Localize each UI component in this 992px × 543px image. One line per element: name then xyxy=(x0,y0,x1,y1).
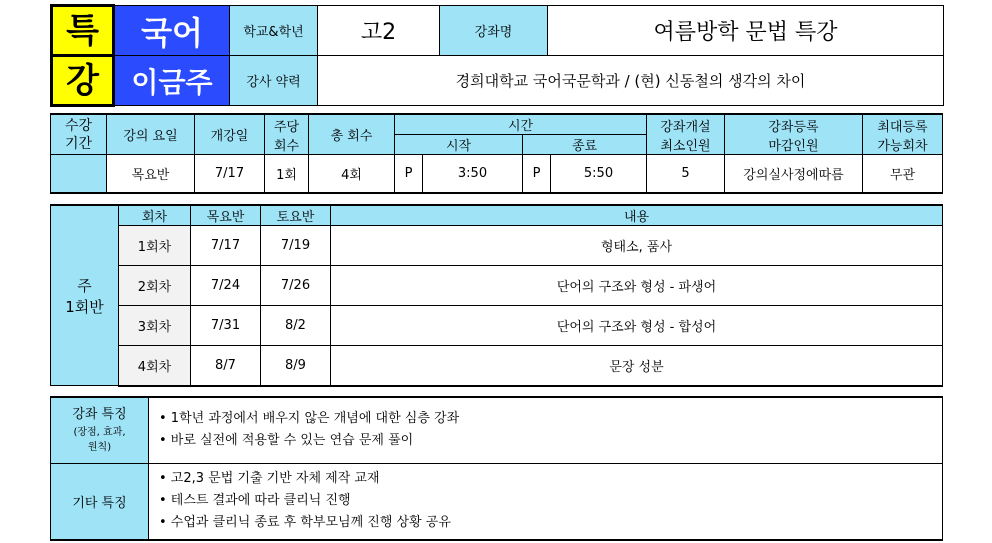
header-max-line1: 최대등록 xyxy=(877,119,928,135)
bio-value: 경희대학교 국어국문학과 / (현) 신동철의 생각의 차이 xyxy=(318,56,944,106)
table-row xyxy=(51,306,943,346)
sessions-header-sat: 토요반 xyxy=(261,205,331,226)
badge-bottom-text: 강 xyxy=(66,60,99,101)
session-thu: 7/24 xyxy=(191,266,261,306)
session-round: 1회차 xyxy=(119,226,191,266)
session-content: 단어의 구조와 형성 - 파생어 xyxy=(331,266,943,306)
session-content: 문장 성분 xyxy=(331,346,943,386)
course-name-value: 여름방학 문법 특강 xyxy=(548,6,944,56)
sessions-side-label xyxy=(51,205,119,386)
badge-top-text: 특 xyxy=(66,10,99,51)
value-max: 무관 xyxy=(863,155,943,193)
header-time: 시간 xyxy=(395,114,647,135)
course-features-sublabel: (장점, 효과, 원칙) xyxy=(73,427,126,454)
teacher-cell: 이금주 xyxy=(114,56,230,106)
badge-top xyxy=(52,6,114,56)
sessions-header-round: 회차 xyxy=(119,205,191,226)
header-max xyxy=(863,114,943,155)
session-thu: 7/31 xyxy=(191,306,261,346)
table-row xyxy=(51,226,943,266)
header-weekly xyxy=(265,114,309,155)
list-item: • 테스트 결과에 따라 클리닉 진행 xyxy=(159,493,351,509)
session-content: 형태소, 품사 xyxy=(331,226,943,266)
session-sat: 8/9 xyxy=(261,346,331,386)
value-start-time: 3:50 xyxy=(423,155,523,193)
subject-cell: 국어 xyxy=(114,6,230,56)
header-min xyxy=(647,114,725,155)
header-time-end: 종료 xyxy=(523,135,647,155)
header-min-line2: 최소인원 xyxy=(660,138,711,154)
features-table xyxy=(50,396,943,541)
table-row xyxy=(51,346,943,386)
value-total: 4회 xyxy=(309,155,395,193)
header-min-line1: 강좌개설 xyxy=(660,119,711,135)
session-thu: 8/7 xyxy=(191,346,261,386)
list-item: • 바로 실전에 적용할 수 있는 연습 문제 풀이 xyxy=(159,433,414,449)
table-row xyxy=(51,266,943,306)
header-weekly-line1: 주당 xyxy=(273,119,300,135)
header-max-line2: 가능회차 xyxy=(877,138,928,154)
sessions-side-line2: 1회반 xyxy=(65,297,104,316)
sessions-table xyxy=(50,204,943,387)
list-item: • 1학년 과정에서 배우지 않은 개념에 대한 심층 강좌 xyxy=(159,411,460,427)
session-round: 2회차 xyxy=(119,266,191,306)
value-deadline: 강의실사정에따름 xyxy=(725,155,863,193)
header-table xyxy=(50,4,944,107)
header-time-start: 시작 xyxy=(395,135,523,155)
session-sat: 7/19 xyxy=(261,226,331,266)
header-start-date: 개강일 xyxy=(195,114,265,155)
header-deadline-line1: 강좌등록 xyxy=(768,119,819,135)
value-start-ampm: P xyxy=(395,155,423,193)
sessions-side-line1: 주 xyxy=(77,276,92,295)
value-start-date: 7/17 xyxy=(195,155,265,193)
sessions-header-thu: 목요반 xyxy=(191,205,261,226)
schedule-info-table xyxy=(50,113,943,194)
period-label-filler xyxy=(51,155,107,193)
course-features-label-text: 강좌 특징 xyxy=(72,407,127,423)
header-total: 총 회수 xyxy=(309,114,395,155)
list-item: • 고2,3 문법 기출 기반 자체 제작 교재 xyxy=(159,471,380,487)
session-sat: 8/2 xyxy=(261,306,331,346)
header-weekly-line2: 회수 xyxy=(273,138,300,154)
header-deadline-line2: 마감인원 xyxy=(768,138,819,154)
other-features-list xyxy=(149,463,943,540)
other-features-label: 기타 특징 xyxy=(51,463,149,540)
value-day: 목요반 xyxy=(107,155,195,193)
header-deadline xyxy=(725,114,863,155)
course-features-list xyxy=(149,397,943,463)
value-end-ampm: P xyxy=(523,155,551,193)
list-item: • 수업과 클리닉 종료 후 학부모님께 진행 상황 공유 xyxy=(159,515,451,531)
session-round: 4회차 xyxy=(119,346,191,386)
school-grade-value: 고2 xyxy=(318,6,440,56)
sessions-header-content: 내용 xyxy=(331,205,943,226)
course-features-label xyxy=(51,397,149,463)
school-grade-label: 학교&학년 xyxy=(230,6,318,56)
period-label-text: 수강 기간 xyxy=(64,117,93,152)
session-content: 단어의 구조와 형성 - 합성어 xyxy=(331,306,943,346)
value-end-time: 5:50 xyxy=(551,155,647,193)
session-thu: 7/17 xyxy=(191,226,261,266)
bio-label: 강사 약력 xyxy=(230,56,318,106)
value-weekly: 1회 xyxy=(265,155,309,193)
session-round: 3회차 xyxy=(119,306,191,346)
header-day: 강의 요일 xyxy=(107,114,195,155)
badge-bottom xyxy=(52,56,114,106)
period-label xyxy=(51,114,107,155)
value-min: 5 xyxy=(647,155,725,193)
session-sat: 7/26 xyxy=(261,266,331,306)
course-name-label: 강좌명 xyxy=(440,6,548,56)
